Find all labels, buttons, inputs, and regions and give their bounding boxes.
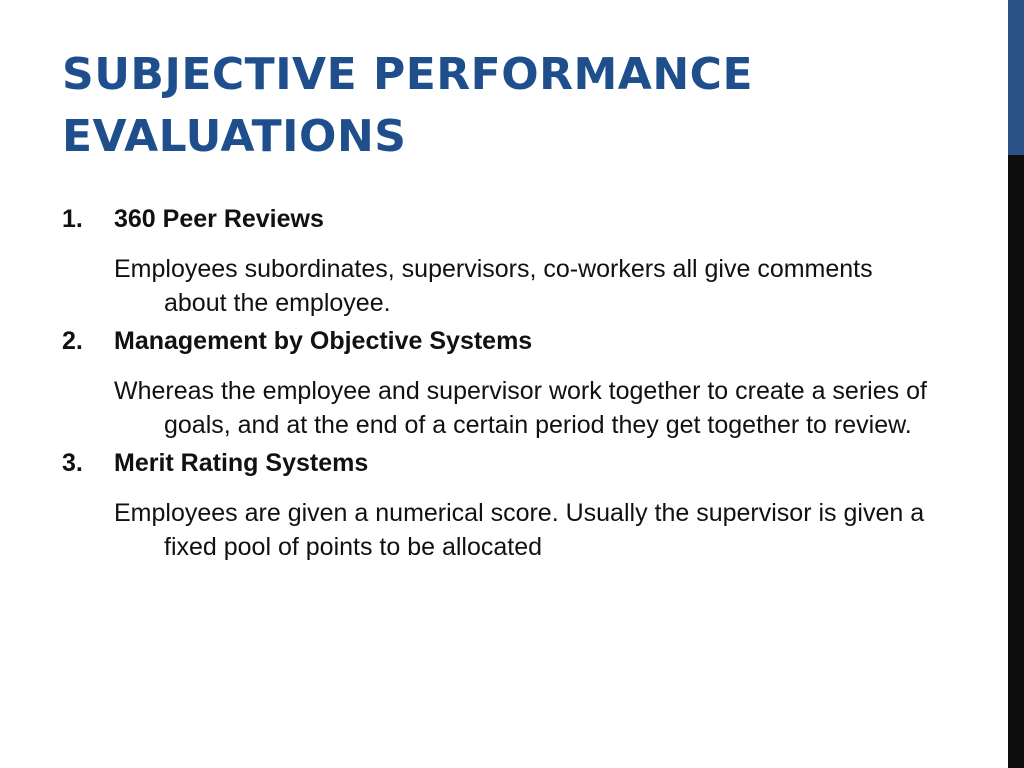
- item-description: Employees are given a numerical score. Usually the supervisor is given a fixed pool of points to be allocated: [114, 499, 925, 561]
- item-heading: Management by Objective Systems: [114, 327, 533, 355]
- list-item: [62, 322, 942, 442]
- item-description: Whereas the employee and supervisor work together to create a series of goals, and at the end of a certain period they get together to review.: [114, 377, 927, 439]
- title-line-2: EVALUATIONS: [62, 111, 407, 162]
- numbered-list: [62, 200, 942, 564]
- item-heading: Merit Rating Systems: [114, 449, 369, 477]
- item-heading-row: [62, 444, 942, 482]
- title-line-1: SUBJECTIVE PERFORMANCE: [62, 49, 754, 100]
- side-bar-accent: [1008, 0, 1024, 155]
- item-heading-row: [62, 200, 942, 238]
- item-description: Employees subordinates, supervisors, co-workers all give comments about the employee.: [114, 255, 873, 317]
- item-number: 2.: [62, 327, 83, 355]
- item-heading-row: [62, 322, 942, 360]
- slide-title: [62, 44, 962, 168]
- item-number: 1.: [62, 205, 83, 233]
- item-heading: 360 Peer Reviews: [114, 205, 324, 233]
- list-item: [62, 444, 942, 564]
- item-number: 3.: [62, 449, 83, 477]
- list-item: [62, 200, 942, 320]
